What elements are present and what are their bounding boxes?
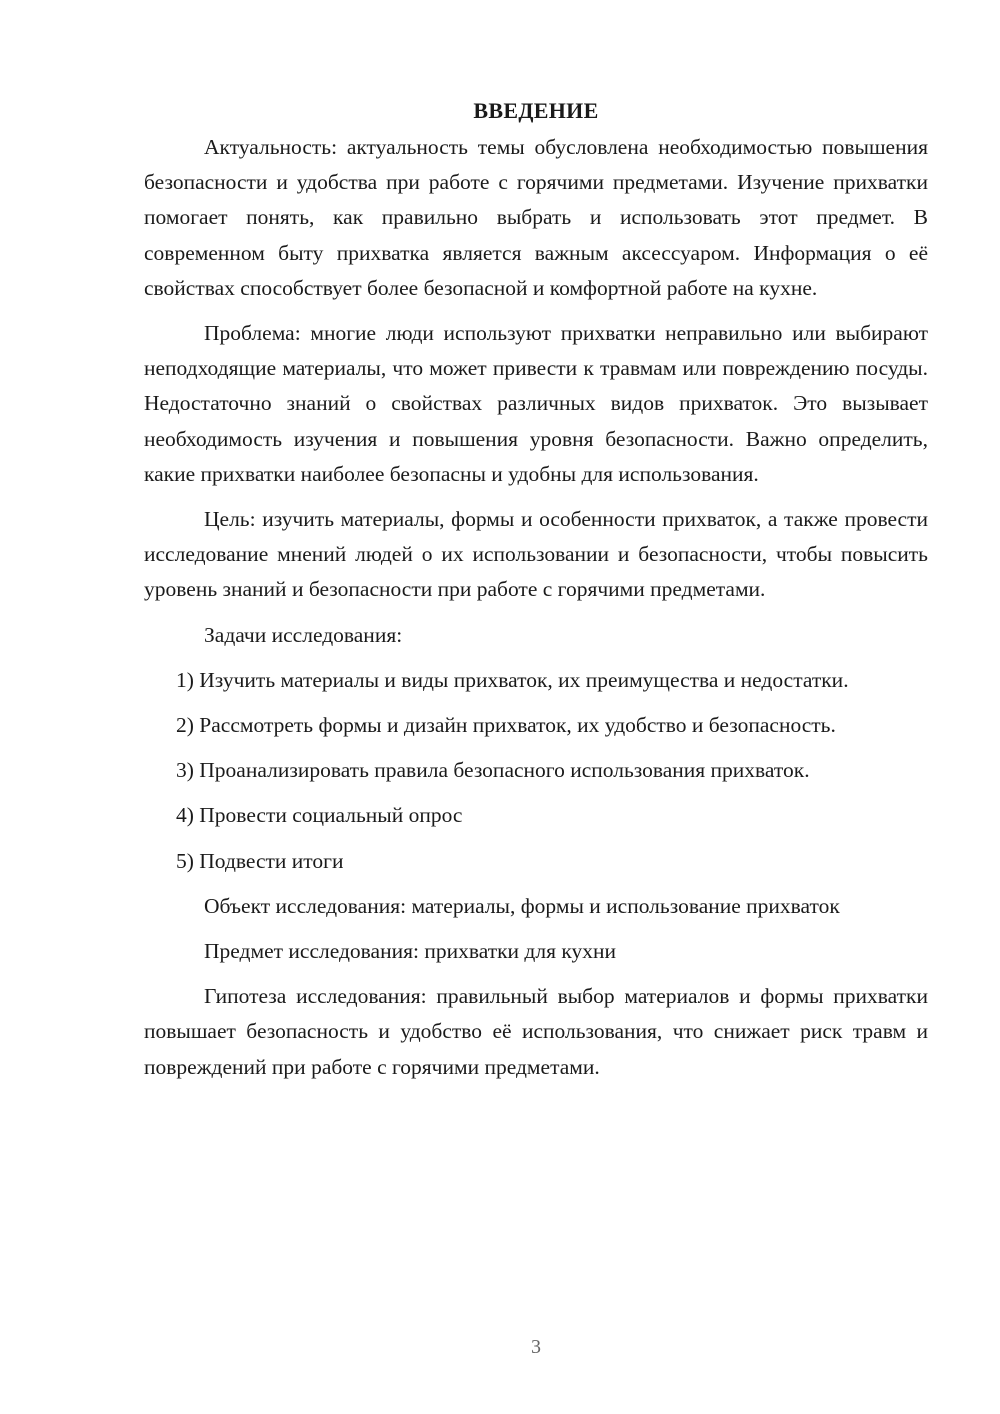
relevance-paragraph: Актуальность: актуальность темы обусловлена необходимостью повышения безопасности и удобства при работе с горячими предметами. Изучение прихватки помогает понять, как правильно выбрать и использовать этот предмет. В современном быту прихватка является важным аксессуаром. Информация о её свойствах способствует более безопасной и комфортной работе на кухне. [144,135,928,300]
page-number: 3 [531,1336,541,1358]
hypothesis-paragraph: Гипотеза исследования: правильный выбор материалов и формы прихватки повышает безопасность и удобство её использования, что снижает риск травм и повреждений при работе с горячими предметами. [144,984,928,1079]
object-paragraph: Объект исследования: материалы, формы и использование прихваток [204,893,840,918]
task-item-5: 5) Подвести итоги [176,848,344,873]
goal-paragraph: Цель: изучить материалы, формы и особенности прихваток, а также провести исследование мнений людей о их использовании и безопасности, чтобы повысить уровень знаний и безопасности при работе с горячими предметами. [144,507,928,602]
task-item-4: 4) Провести социальный опрос [176,803,463,828]
task-item-1: 1) Изучить материалы и виды прихваток, их преимущества и недостатки. [176,667,849,692]
subject-paragraph: Предмет исследования: прихватки для кухни [204,939,616,964]
task-item-2: 2) Рассмотреть формы и дизайн прихваток, их удобство и безопасность. [176,713,836,738]
section-heading: ВВЕДЕНИЕ [473,98,599,123]
tasks-list [144,663,928,879]
tasks-title: Задачи исследования: [204,622,403,647]
problem-paragraph: Проблема: многие люди используют прихватки неправильно или выбирают неподходящие материалы, что может привести к травмам или повреждению посуды. Недостаточно знаний о свойствах различных видов прихваток. Это вызывает необходимость изучения и повышения уровня безопасности. Важно определить, какие прихватки наиболее безопасны и удобны для использования. [144,321,928,486]
task-item-3: 3) Проанализировать правила безопасного использования прихваток. [176,758,810,783]
document-page [144,96,928,1095]
